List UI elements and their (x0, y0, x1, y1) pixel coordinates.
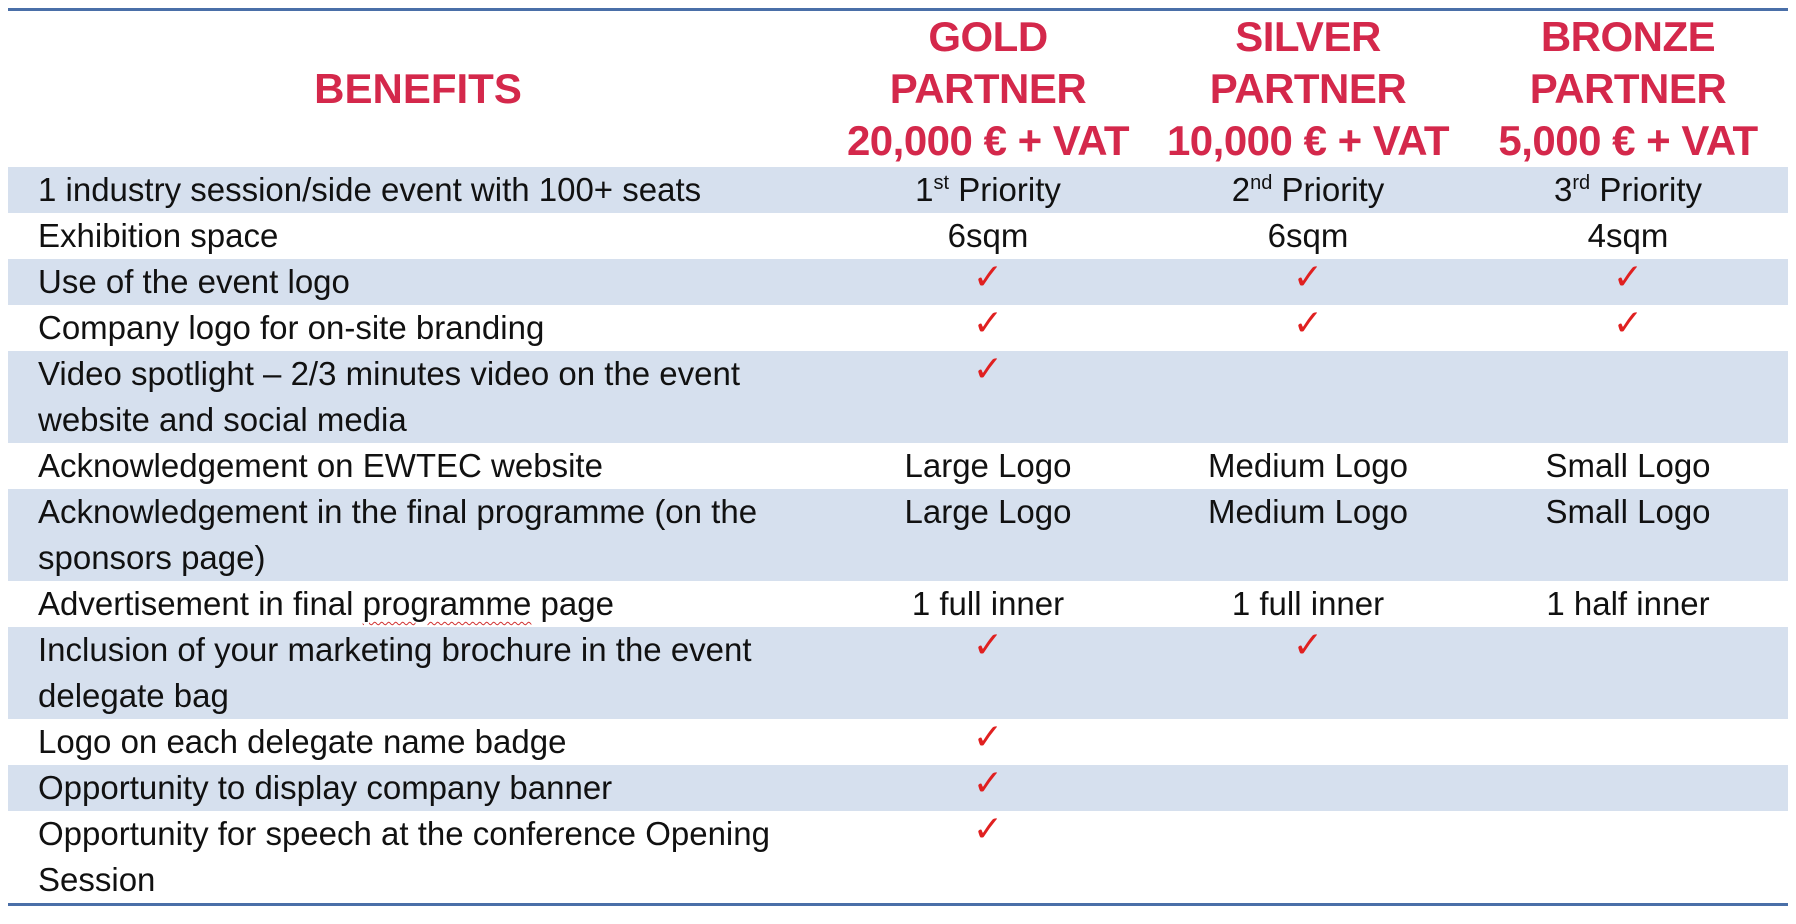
silver-partner-header (1148, 11, 1468, 167)
table-row (8, 811, 1788, 903)
gold-value: Large Logo (904, 493, 1072, 530)
benefit-label-line: Video spotlight – 2/3 minutes video on the event (38, 355, 741, 392)
table-row (8, 167, 1788, 213)
bronze-value: 1 half inner (1546, 585, 1710, 622)
priority-suffix: st (933, 172, 950, 194)
bronze-value: Small Logo (1545, 493, 1711, 530)
spellcheck-flagged-word: programme (362, 585, 532, 622)
benefit-label-part: page (531, 585, 614, 622)
silver-value (1148, 351, 1468, 443)
gold-value (828, 351, 1148, 443)
benefit-label-line: Acknowledgement in the final programme (on the (38, 493, 758, 530)
table-header (8, 11, 1788, 167)
bronze-value (1468, 627, 1788, 719)
benefit-label-line: Opportunity for speech at the conference Opening (38, 815, 770, 852)
silver-value: Medium Logo (1208, 493, 1408, 530)
benefit-label-line: website and social media (38, 401, 407, 438)
priority-word: Priority (949, 171, 1061, 208)
silver-value: 1 full inner (1231, 585, 1385, 622)
priority-number: 2 (1231, 171, 1251, 208)
silver-tier-price: 10,000 € + VAT (1166, 117, 1450, 164)
table-row (8, 213, 1788, 259)
priority-word: Priority (1272, 171, 1385, 208)
priority-suffix: nd (1250, 172, 1273, 194)
benefit-label: Use of the event logo (38, 263, 350, 300)
priority-word: Priority (1590, 171, 1702, 208)
check-icon: ✓ (1612, 257, 1644, 298)
silver-value: 6sqm (1267, 217, 1349, 254)
silver-tier-label: PARTNER (1209, 65, 1407, 112)
check-icon: ✓ (1612, 303, 1644, 344)
table-row (8, 765, 1788, 811)
gold-value: Large Logo (904, 447, 1072, 484)
bronze-tier-name: BRONZE (1540, 13, 1716, 60)
gold-value: 6sqm (947, 217, 1029, 254)
table-row (8, 305, 1788, 351)
benefit-label-line: Inclusion of your marketing brochure in the event (38, 631, 752, 668)
benefits-header: BENEFITS (314, 65, 522, 112)
gold-value (828, 719, 1148, 765)
benefit-label (8, 351, 828, 443)
gold-value: 1 full inner (911, 585, 1065, 622)
bronze-value (1468, 305, 1788, 351)
benefit-label (8, 581, 828, 627)
silver-value (1148, 627, 1468, 719)
table-row (8, 581, 1788, 627)
benefit-label-line: Session (38, 861, 156, 898)
gold-value (828, 627, 1148, 719)
gold-value (828, 765, 1148, 811)
bronze-value (1468, 765, 1788, 811)
gold-tier-price: 20,000 € + VAT (846, 117, 1130, 164)
check-icon: ✓ (972, 303, 1004, 344)
benefit-label: Exhibition space (38, 217, 279, 254)
silver-value (1148, 811, 1468, 903)
benefit-label-line: delegate bag (38, 677, 229, 714)
benefit-label-line: sponsors page) (38, 539, 266, 576)
check-icon: ✓ (972, 763, 1004, 804)
bronze-value: 4sqm (1587, 217, 1669, 254)
check-icon: ✓ (1292, 625, 1324, 666)
table-row (8, 627, 1788, 719)
table-bottom-rule (8, 903, 1788, 906)
gold-partner-header (828, 11, 1148, 167)
bronze-value: Small Logo (1545, 447, 1711, 484)
silver-value (1148, 167, 1468, 213)
table-row (8, 259, 1788, 305)
priority-number: 1 (915, 171, 934, 208)
bronze-tier-price: 5,000 € + VAT (1498, 117, 1758, 164)
benefit-label-part: Advertisement in final (38, 585, 363, 622)
gold-value (828, 259, 1148, 305)
gold-value (828, 305, 1148, 351)
table-row (8, 351, 1788, 443)
silver-value (1148, 719, 1468, 765)
gold-value (828, 167, 1148, 213)
benefit-label: 1 industry session/side event with 100+ seats (38, 171, 702, 208)
benefit-label: Logo on each delegate name badge (38, 723, 567, 760)
silver-value: Medium Logo (1208, 447, 1408, 484)
benefit-label: Acknowledgement on EWTEC website (38, 447, 603, 484)
check-icon: ✓ (972, 257, 1004, 298)
gold-value (828, 811, 1148, 903)
benefit-label: Opportunity to display company banner (38, 769, 613, 806)
gold-tier-name: GOLD (928, 13, 1048, 60)
partnership-benefits-table (8, 8, 1788, 906)
benefit-label (8, 811, 828, 903)
bronze-value (1468, 811, 1788, 903)
check-icon: ✓ (1292, 257, 1324, 298)
check-icon: ✓ (972, 809, 1004, 850)
check-icon: ✓ (972, 349, 1004, 390)
benefit-label (8, 489, 828, 581)
bronze-value (1468, 167, 1788, 213)
bronze-value (1468, 259, 1788, 305)
silver-tier-name: SILVER (1235, 13, 1381, 60)
bronze-value (1468, 719, 1788, 765)
silver-value (1148, 305, 1468, 351)
benefit-label: Company logo for on-site branding (38, 309, 545, 346)
bronze-value (1468, 351, 1788, 443)
bronze-tier-label: PARTNER (1529, 65, 1727, 112)
table-row (8, 443, 1788, 489)
benefit-label (8, 627, 828, 719)
priority-suffix: rd (1572, 172, 1591, 194)
bronze-partner-header (1468, 11, 1788, 167)
table-row (8, 489, 1788, 581)
silver-value (1148, 259, 1468, 305)
check-icon: ✓ (1292, 303, 1324, 344)
check-icon: ✓ (972, 717, 1004, 758)
silver-value (1148, 765, 1468, 811)
priority-number: 3 (1554, 171, 1573, 208)
check-icon: ✓ (972, 625, 1004, 666)
gold-tier-label: PARTNER (889, 65, 1087, 112)
table-row (8, 719, 1788, 765)
